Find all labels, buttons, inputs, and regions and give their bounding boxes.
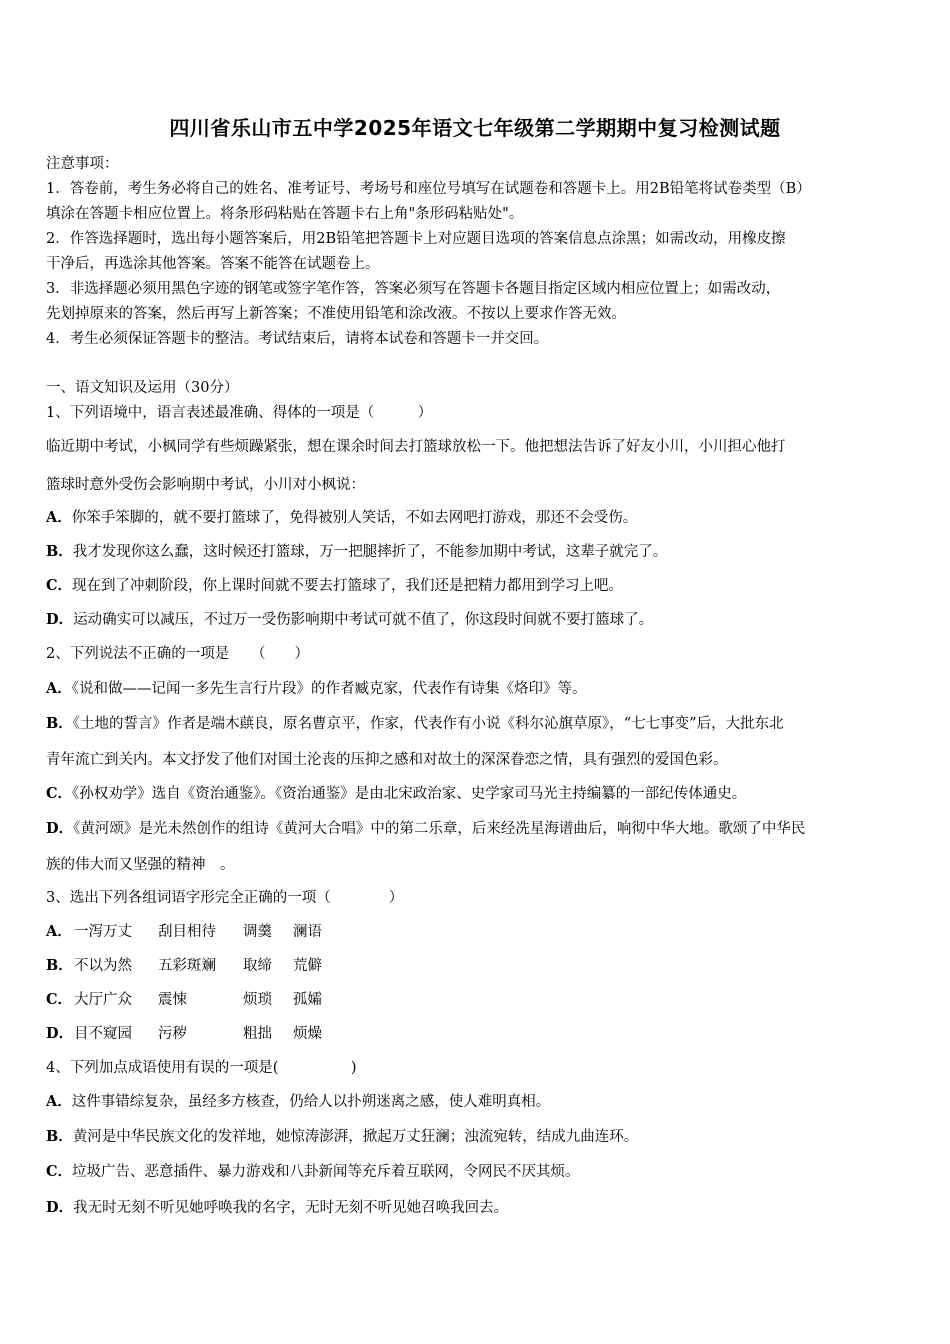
word: 调羹	[243, 924, 272, 940]
option-text: 现在到了冲刺阶段，你上课时间就不要去打篮球了，我们还是把精力都用到学习上吧。	[72, 578, 624, 594]
notice-line: 2．作答选择题时，选出每小题答案后，用2B铅笔把答题卡上对应题目选项的答案信息点涂黑；如需改动，用橡皮擦	[46, 231, 786, 247]
word: 孤孀	[293, 992, 322, 1008]
option-c	[46, 1160, 580, 1181]
option-letter: B．	[46, 1128, 73, 1145]
word: 一泻万丈	[74, 924, 132, 940]
question-stem: 1、下列语境中，语言表述最准确、得体的一项是（ ）	[46, 405, 433, 421]
notice-line: 3．非选择题必须用黑色字迹的钢笔或签字笔作答，答案必须写在答题卡各题目指定区域内相应位置上；如需改动，	[46, 281, 781, 297]
option-letter: D．	[46, 611, 74, 628]
option-letter: B．	[46, 715, 73, 732]
option-text: 你笨手笨脚的，就不要打篮球了，免得被别人笑话，不如去网吧打游戏，那还不会受伤。	[71, 510, 638, 526]
option-letter: C．	[46, 577, 73, 594]
option-text: 这件事错综复杂，虽经多方核查，仍给人以扑朔迷离之感，使人难明真相。	[71, 1094, 551, 1110]
option-letter: C．	[46, 785, 73, 802]
option-letter: A．	[46, 1093, 72, 1110]
option-letter: C．	[46, 991, 73, 1008]
option-a	[46, 677, 587, 698]
option-text: 垃圾广告、恶意插件、暴力游戏和八卦新闻等充斥着互联网，令网民不厌其烦。	[72, 1164, 580, 1180]
word: 目不窥园	[74, 1026, 132, 1042]
option-d	[46, 1196, 508, 1217]
word: 不以为然	[74, 958, 132, 974]
option-text: 《黄河颂》是光未然创作的组诗《黄河大合唱》中的第二乐章，后来经冼星海谱曲后，响彻中华大地。歌颂了中华民	[73, 821, 806, 837]
option-a	[46, 506, 637, 527]
question-stem: 2、下列说法不正确的一项是 （ ）	[46, 646, 309, 662]
option-letter: C．	[46, 1163, 73, 1180]
word: 刮目相待	[158, 924, 216, 940]
option-b	[46, 712, 784, 733]
question-context: 篮球时意外受伤会影响期中考试，小川对小枫说：	[46, 477, 365, 493]
option-c	[46, 782, 746, 803]
option-d-continued: 族的伟大而又坚强的精神 。	[46, 857, 235, 873]
option-a	[46, 1090, 550, 1111]
word: 大厅广众	[74, 992, 132, 1008]
word: 粗拙	[243, 1026, 272, 1042]
option-letter: A．	[46, 680, 72, 697]
option-d	[46, 817, 805, 838]
notice-line: 先划掉原来的答案，然后再写上新答案；不准使用铅笔和涂改液。不按以上要求作答无效。	[46, 306, 626, 322]
option-letter: A．	[46, 923, 72, 940]
option-letter: B．	[46, 543, 73, 560]
option-text: 我无时无刻不听见她呼唤我的名字，无时无刻不听见她召唤我回去。	[73, 1200, 509, 1216]
option-text: 黄河是中华民族文化的发祥地，她惊涛澎湃，掀起万丈狂澜；浊流宛转，结成九曲连环。	[72, 1129, 639, 1145]
option-text: 《孙权劝学》选自《资治通鉴》。《资治通鉴》是由北宋政治家、史学家司马光主持编纂的一部纪传体通史。	[72, 786, 747, 802]
option-text: 《说和做——记闻一多先生言行片段》的作者臧克家，代表作有诗集《烙印》等。	[71, 681, 587, 697]
question-stem: 4、下列加点成语使用有误的一项是( )	[46, 1060, 357, 1076]
option-letter: D．	[46, 1025, 74, 1042]
word: 取缔	[243, 958, 272, 974]
option-c	[46, 574, 623, 595]
word: 荒僻	[293, 958, 322, 974]
notice-heading: 注意事项：	[46, 156, 119, 172]
option-b	[46, 540, 667, 561]
option-letter: A．	[46, 509, 72, 526]
option-d	[46, 608, 653, 629]
word: 烦琐	[243, 992, 272, 1008]
option-text: 《土地的誓言》作者是端木蕻良，原名曹京平，作家，代表作有小说《科尔沁旗草原》，“七七事变”后，大批东北	[72, 716, 784, 732]
notice-line: 填涂在答题卡相应位置上。将条形码粘贴在答题卡右上角"条形码粘贴处"。	[46, 206, 524, 222]
notice-line: 干净后，再选涂其他答案。答案不能答在试题卷上。	[46, 256, 380, 272]
option-text: 运动确实可以减压，不过万一受伤影响期中考试可就不值了，你这段时间就不要打篮球了。	[73, 612, 654, 628]
page-title: 四川省乐山市五中学2025年语文七年级第二学期期中复习检测试题	[169, 116, 781, 140]
notice-line: 4．考生必须保证答题卡的整洁。考试结束后，请将本试卷和答题卡一并交回。	[46, 331, 549, 347]
word: 污秽	[158, 1026, 187, 1042]
word: 五彩斑斓	[158, 958, 216, 974]
option-text: 我才发现你这么蠢，这时候还打篮球，万一把腿摔折了，不能参加期中考试，这辈子就完了。	[72, 544, 668, 560]
option-letter: D．	[46, 820, 74, 837]
notice-line: 1．答卷前，考生务必将自己的姓名、准考证号、考场号和座位号填写在试题卷和答题卡上。用2B铅笔将试卷类型（B）	[46, 181, 811, 197]
question-stem: 3、选出下列各组词语字形完全正确的一项（ ）	[46, 890, 404, 906]
section-heading: 一、语文知识及运用（30分）	[46, 380, 239, 396]
question-context: 临近期中考试，小枫同学有些烦躁紧张，想在课余时间去打篮球放松一下。他把想法告诉了好友小川，小川担心他打	[46, 439, 786, 455]
option-letter: D．	[46, 1199, 74, 1216]
option-letter: B．	[46, 957, 73, 974]
option-b	[46, 1125, 638, 1146]
word: 烦燥	[293, 1026, 322, 1042]
option-b-continued: 青年流亡到关内。本文抒发了他们对国土沦丧的压抑之感和对故土的深深眷恋之情，具有强烈的爱国色彩。	[46, 752, 728, 768]
word: 震悚	[158, 992, 187, 1008]
word: 澜语	[293, 924, 322, 940]
